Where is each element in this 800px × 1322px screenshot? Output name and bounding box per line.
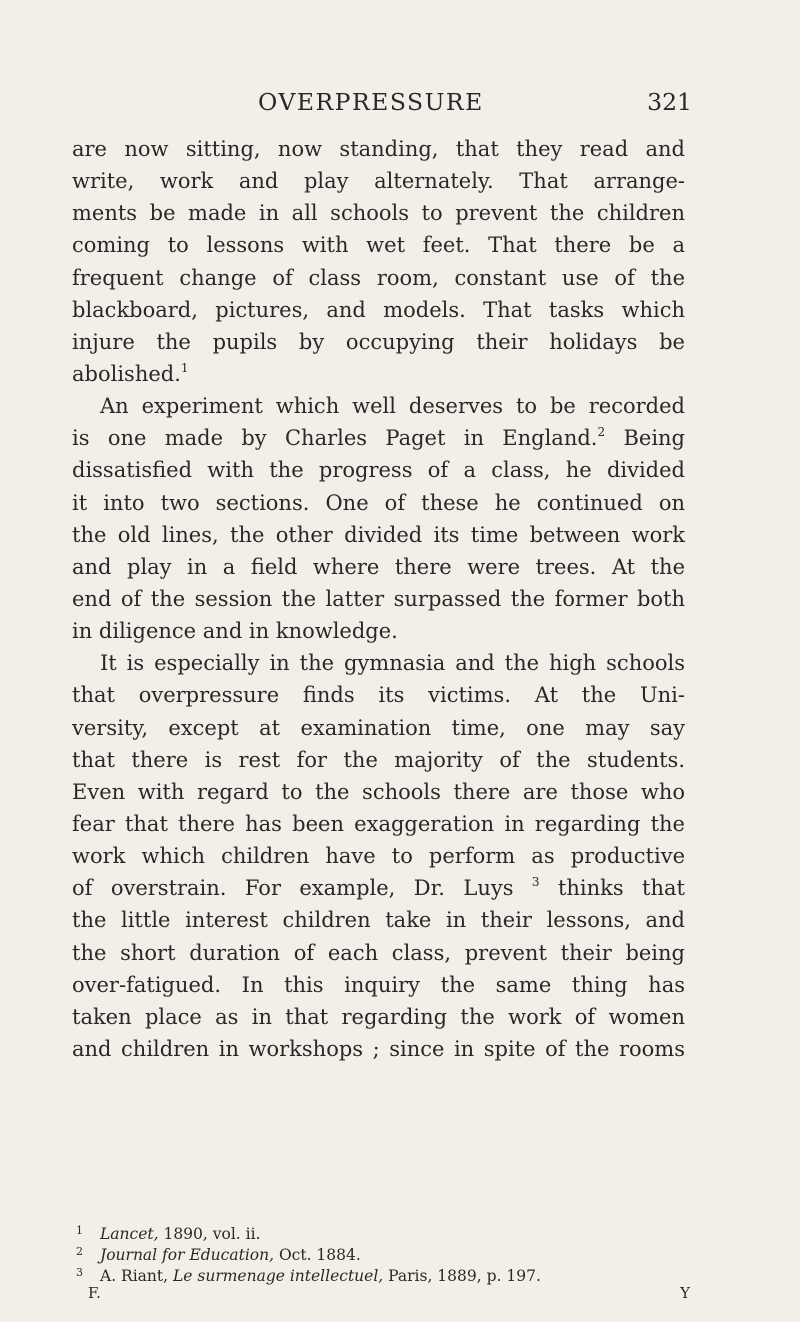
- signature-mark-right: Y: [680, 1284, 690, 1302]
- text-line-content: of overstrain. For example, Dr. Luys: [72, 876, 514, 901]
- text-line: taken place as in that regarding the work of women: [72, 1004, 685, 1029]
- footnote-mark: 2: [76, 1244, 83, 1258]
- text-line: the little interest children take in their lessons, and: [72, 908, 685, 933]
- text-line: dissatisfied with the progress of a class, he divided: [72, 458, 685, 483]
- footnote-detail: Oct. 1884.: [274, 1245, 361, 1264]
- footnote: [76, 1225, 696, 1246]
- text-line: and play in a field where there were trees. At the: [72, 554, 685, 579]
- text-line: [72, 872, 685, 904]
- footnote-author: A. Riant,: [100, 1266, 173, 1285]
- text-line-content: abolished.: [72, 361, 181, 386]
- footnote: [76, 1246, 696, 1267]
- text-line: versity, except at examination time, one may say: [72, 715, 685, 740]
- text-line: are now sitting, now standing, that they read and: [72, 137, 685, 161]
- footnote-source-title: Lancet,: [100, 1225, 159, 1243]
- text-line: Even with regard to the schools there are those who: [72, 779, 685, 804]
- page-number: 321: [647, 88, 692, 116]
- text-line: it into two sections. One of these he continued on: [72, 490, 685, 515]
- text-line-content: thinks that: [557, 876, 685, 901]
- running-title: OVERPRESSURE: [258, 88, 484, 116]
- signature-marks: [88, 1284, 690, 1306]
- signature-mark-left: F.: [88, 1284, 101, 1302]
- text-line: in diligence and in knowledge.: [72, 619, 398, 644]
- text-line: the old lines, the other divided its time between work: [72, 522, 685, 547]
- text-line: that there is rest for the majority of the students.: [72, 747, 685, 772]
- text-line: fear that there has been exaggeration in regarding the: [72, 811, 685, 836]
- text-line-content: Being: [623, 426, 685, 451]
- footnote-ref: 2: [597, 425, 606, 440]
- footnote-mark: 1: [76, 1224, 83, 1237]
- text-line: write, work and play alternately. That arrange-: [72, 169, 685, 194]
- text-line: ments be made in all schools to prevent the children: [72, 201, 685, 226]
- footnote-detail: 1890, vol. ii.: [158, 1225, 261, 1243]
- footnotes: [76, 1225, 696, 1287]
- text-line: the short duration of each class, prevent their being: [72, 940, 685, 965]
- footnote-source-title: Journal for Education,: [100, 1245, 275, 1264]
- text-line: blackboard, pictures, and models. That tasks which: [72, 297, 685, 322]
- text-line: coming to lessons with wet feet. That there be a: [72, 233, 685, 258]
- paragraph-start-line: It is especially in the gymnasia and the high schools: [100, 651, 685, 676]
- body-text: [72, 133, 685, 1065]
- footnote-ref: 1: [180, 360, 189, 375]
- footnote-ref: 3: [531, 875, 540, 890]
- text-line: [72, 422, 685, 454]
- text-line: injure the pupils by occupying their holidays be: [72, 329, 685, 354]
- text-line: and children in workshops ; since in spite of the rooms: [72, 1036, 685, 1061]
- text-line: [72, 358, 685, 390]
- text-line: work which children have to perform as productive: [72, 844, 685, 869]
- page-header: [258, 88, 698, 122]
- footnote-detail: Paris, 1889, p. 197.: [383, 1266, 541, 1285]
- text-line: over-fatigued. In this inquiry the same thing has: [72, 972, 685, 997]
- text-line: that overpressure finds its victims. At the Uni-: [72, 683, 685, 708]
- footnote-mark: 3: [76, 1265, 83, 1279]
- paragraph-start-line: An experiment which well deserves to be recorded: [100, 394, 685, 419]
- text-line: frequent change of class room, constant use of the: [72, 265, 685, 290]
- text-line-content: is one made by Charles Paget in England.: [72, 426, 598, 451]
- footnote-source-title: Le surmenage intellectuel,: [172, 1266, 384, 1285]
- text-line: end of the session the latter surpassed the former both: [72, 586, 685, 611]
